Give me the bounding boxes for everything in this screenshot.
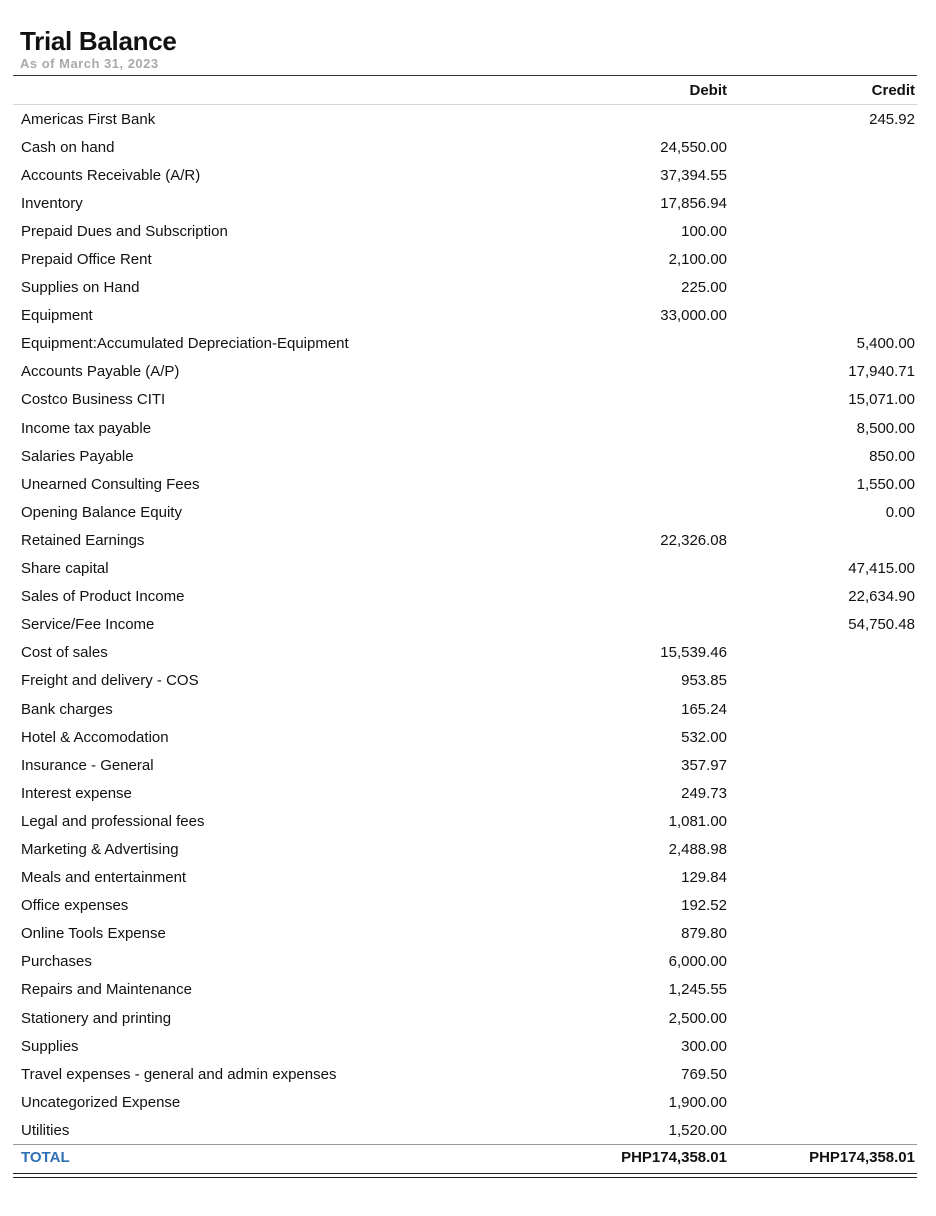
table-row [13, 835, 917, 863]
table-row [13, 105, 917, 133]
debit-column-header: Debit [689, 81, 727, 99]
table-row [13, 751, 917, 779]
table-row [13, 555, 917, 583]
account-name: Cost of sales [21, 644, 108, 662]
debit-amount: 100.00 [681, 222, 727, 240]
table-body [13, 105, 917, 1144]
table-row [13, 330, 917, 358]
account-name: Prepaid Office Rent [21, 251, 152, 269]
account-name: Share capital [21, 560, 109, 578]
table-row [13, 583, 917, 611]
credit-column-header: Credit [871, 81, 915, 99]
table-row [13, 1116, 917, 1144]
account-name: Service/Fee Income [21, 616, 155, 634]
table-row [13, 1032, 917, 1060]
credit-amount: 54,750.48 [848, 616, 915, 634]
table-row [13, 920, 917, 948]
debit-amount: 225.00 [681, 279, 727, 297]
debit-amount: 300.00 [681, 1037, 727, 1055]
account-name: Inventory [21, 194, 83, 212]
credit-amount: 850.00 [869, 447, 915, 465]
account-name: Freight and delivery - COS [21, 672, 199, 690]
debit-amount: 192.52 [681, 897, 727, 915]
debit-amount: 22,326.08 [660, 531, 727, 549]
total-label: TOTAL [21, 1148, 70, 1166]
table-row [13, 498, 917, 526]
debit-amount: 24,550.00 [660, 138, 727, 156]
table-row [13, 948, 917, 976]
debit-amount: 357.97 [681, 756, 727, 774]
table-row [13, 133, 917, 161]
account-name: Prepaid Dues and Subscription [21, 222, 228, 240]
account-name: Salaries Payable [21, 447, 134, 465]
debit-amount: 33,000.00 [660, 307, 727, 325]
account-name: Marketing & Advertising [21, 840, 179, 858]
table-row [13, 892, 917, 920]
account-name: Hotel & Accomodation [21, 728, 169, 746]
table-row [13, 695, 917, 723]
credit-amount: 245.92 [869, 110, 915, 128]
debit-amount: 2,488.98 [668, 840, 727, 858]
credit-amount: 22,634.90 [848, 588, 915, 606]
debit-amount: 17,856.94 [660, 194, 727, 212]
account-name: Legal and professional fees [21, 812, 205, 830]
table-row [13, 639, 917, 667]
debit-amount: 879.80 [681, 925, 727, 943]
table-row [13, 358, 917, 386]
trial-balance-report [13, 24, 917, 1178]
table-row [13, 442, 917, 470]
table-row [13, 976, 917, 1004]
account-name: Online Tools Expense [21, 925, 166, 943]
total-row [13, 1144, 917, 1169]
debit-amount: 249.73 [681, 784, 727, 802]
table-row [13, 189, 917, 217]
account-name: Americas First Bank [21, 110, 156, 128]
table-row [13, 667, 917, 695]
debit-amount: 6,000.00 [668, 953, 727, 971]
account-name: Equipment [21, 307, 93, 325]
debit-amount: 532.00 [681, 728, 727, 746]
credit-amount: 17,940.71 [848, 363, 915, 381]
credit-amount: 0.00 [885, 503, 915, 521]
table-row [13, 1004, 917, 1032]
credit-amount: 47,415.00 [848, 560, 915, 578]
debit-amount: 953.85 [681, 672, 727, 690]
credit-amount: 5,400.00 [856, 335, 915, 353]
debit-amount: 2,500.00 [668, 1009, 727, 1027]
debit-amount: 2,100.00 [668, 251, 727, 269]
report-date: As of March 31, 2023 [20, 56, 159, 71]
debit-amount: 129.84 [681, 869, 727, 887]
account-name: Travel expenses - general and admin expenses [21, 1065, 337, 1083]
account-name: Purchases [21, 953, 92, 971]
debit-amount: 15,539.46 [660, 644, 727, 662]
account-name: Equipment:Accumulated Depreciation-Equipment [21, 335, 349, 353]
debit-amount: 1,245.55 [668, 981, 727, 999]
debit-amount: 165.24 [681, 700, 727, 718]
table-row [13, 217, 917, 245]
account-name: Opening Balance Equity [21, 503, 182, 521]
table-row [13, 1060, 917, 1088]
account-name: Utilities [21, 1121, 70, 1139]
account-name: Accounts Receivable (A/R) [21, 166, 201, 184]
table-row [13, 274, 917, 302]
table-row [13, 611, 917, 639]
account-name: Supplies [21, 1037, 79, 1055]
credit-amount: 15,071.00 [848, 391, 915, 409]
account-name: Bank charges [21, 700, 113, 718]
credit-amount: 1,550.00 [856, 475, 915, 493]
table-row [13, 779, 917, 807]
table-row [13, 723, 917, 751]
table-header-row [13, 76, 917, 105]
account-name: Uncategorized Expense [21, 1093, 181, 1111]
table-row [13, 470, 917, 498]
account-name: Interest expense [21, 784, 132, 802]
credit-amount: 8,500.00 [856, 419, 915, 437]
trial-balance-table [13, 75, 917, 1178]
table-row [13, 245, 917, 273]
account-name: Costco Business CITI [21, 391, 166, 409]
total-credit: PHP174,358.01 [809, 1148, 915, 1166]
debit-amount: 1,900.00 [668, 1093, 727, 1111]
debit-amount: 37,394.55 [660, 166, 727, 184]
debit-amount: 1,520.00 [668, 1121, 727, 1139]
account-name: Retained Earnings [21, 531, 145, 549]
account-name: Accounts Payable (A/P) [21, 363, 180, 381]
table-row [13, 302, 917, 330]
account-name: Insurance - General [21, 756, 154, 774]
double-underline [13, 1173, 917, 1178]
table-row [13, 386, 917, 414]
account-name: Stationery and printing [21, 1009, 172, 1027]
total-debit: PHP174,358.01 [621, 1148, 727, 1166]
table-row [13, 807, 917, 835]
table-row [13, 161, 917, 189]
account-name: Unearned Consulting Fees [21, 475, 200, 493]
account-name: Income tax payable [21, 419, 152, 437]
account-name: Meals and entertainment [21, 869, 187, 887]
table-row [13, 1088, 917, 1116]
account-name: Office expenses [21, 897, 129, 915]
table-row [13, 414, 917, 442]
debit-amount: 1,081.00 [668, 812, 727, 830]
account-name: Repairs and Maintenance [21, 981, 192, 999]
table-row [13, 526, 917, 554]
report-title: Trial Balance [20, 26, 177, 56]
account-name: Sales of Product Income [21, 588, 185, 606]
debit-amount: 769.50 [681, 1065, 727, 1083]
account-name: Cash on hand [21, 138, 115, 156]
table-row [13, 864, 917, 892]
account-name: Supplies on Hand [21, 279, 140, 297]
